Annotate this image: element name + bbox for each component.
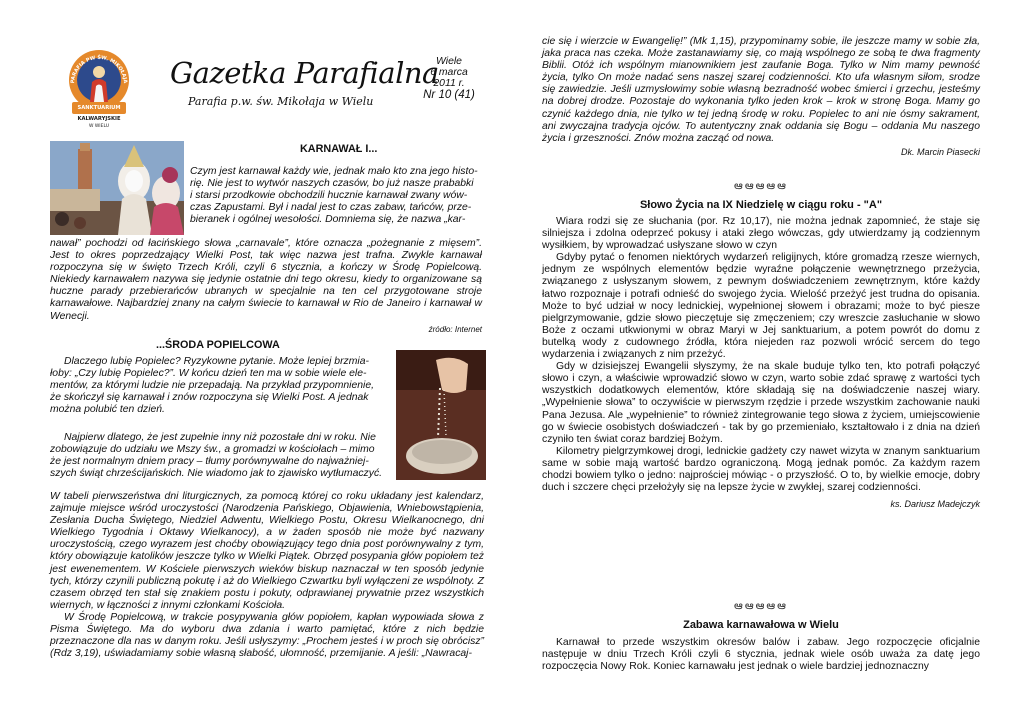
slowo-author: ks. Dariusz Madejczyk <box>890 499 980 510</box>
slowo-para2: Gdyby pytać o fenomen niektórych wydarzeń religijnych, które gromadzą rzesze wiernych, jednym ze wspólnych elementów będzie wyraźne połączenie wewnętrznego przeżycia, związanego z usłyszanym słowem, z pewnym doświadczeniem zewnętrznym, które każdy łatwo rozpoznaje i potrafi odnieść do swojego życia. Wielość przeżyć jest trudna do opisania. Może to być udział w nocy lednickiej, wypełnionej słowem i obrazami; może to być piesze pielgrzymowanie, gdzie słowo pieczętuje się zmęczeniem; czy wreszcie zasłuchanie w słowo Boże z oczami utkwionymi w obraz Maryi w Jej sanktuarium, a potem powrót do domu z butelką wody z cudownego źródła, która niejeden raz pozwoli wrócić sercem do tego wydarzenia i związanych z nim przeżyć. <box>542 252 980 361</box>
svg-text:PARAFIA PW ŚW. MIKOŁAJA: PARAFIA PW ŚW. MIKOŁAJA <box>69 54 129 84</box>
slowo-heading: Słowo Życia na IX Niedzielę w ciągu roku - "A" <box>639 199 883 211</box>
sroda-p2-line-3: że jest normalnym dniem pracy – tłumy porównywalne do najważniej- <box>50 456 369 468</box>
slowo-para4: Kilometry pielgrzymkowej drogi, lednickie gadżety czy nawet wizyta w znanym sanktuarium same w sobie mają wartość bardzo ograniczoną. Mogą jednak pomóc. Za każdym razem chodzi bowiem tylko o jedno: najprościej mówiąc - o przyszłość. O to, by wielkie emocje, dobry duch i szczere chęci przełożyły się na lepsze życie w zwykłej, szarej codzienności. <box>542 445 980 494</box>
issue-number: Nr 10 (41) <box>423 89 475 101</box>
svg-text:W WIELU: W WIELU <box>88 124 110 128</box>
ornament-divider-2: ఆఆఆఆఆ <box>734 600 788 612</box>
issue-info <box>420 56 478 101</box>
svg-text:KALWARYJSKIE: KALWARYJSKIE <box>77 116 121 122</box>
sroda-para2 <box>50 432 390 480</box>
sroda-heading: ...ŚRODA POPIELCOWA <box>156 339 280 351</box>
newspaper-subtitle: Parafia p.w. św. Mikołaja w Wielu <box>188 95 374 108</box>
popielec-author: Dk. Marcin Piasecki <box>900 146 980 157</box>
karnawal-line-3: i starsi przodkowie obchodzili hucznie karnawał zwany wów- <box>190 190 468 202</box>
sroda-p1-line-2: łoby: „Czy lubię Popielec?”. W końcu dzień ten ma w sobie wiele ele- <box>50 368 367 380</box>
sroda-p2-line-2: zobowiązuje do udziału we Mszy św., a gromadzi w kościołach – mimo <box>50 444 375 456</box>
zabawa-heading: Zabawa karnawałowa w Wielu <box>683 619 839 631</box>
newspaper-title: Gazetka Parafialna <box>170 56 439 90</box>
svg-text:SANKTUARIUM: SANKTUARIUM <box>77 105 121 111</box>
sroda-para3-4 <box>50 491 484 660</box>
sanctuary-logo <box>66 44 132 128</box>
slowo-section <box>542 180 980 510</box>
sroda-p1-line-3: mentów, za którymi ludzie nie przepadają. Na przykład przypomnienie, <box>50 380 374 392</box>
sroda-p2-line-4: szych świąt chrześcijańskich. Nie wiadomo jak to zjawisko wytłumaczyć. <box>50 468 383 480</box>
issue-place: Wiele <box>436 56 462 67</box>
sroda-p1-line-5: można polubić ten dzień. <box>50 404 165 416</box>
issue-year: 2011 r. <box>433 78 465 89</box>
karnawal-line-5: bieranek i ogólnej wesołości. Domniema się, że nazwa „kar- <box>190 214 466 226</box>
sroda-p1-line-1: Dlaczego lubię Popielec? Ryzykowne pytanie. Może lepiej brzmia- <box>64 356 369 367</box>
carnival-photo <box>50 141 184 235</box>
karnawal-source: źródło: Internet <box>428 325 482 334</box>
issue-date: 6 marca <box>430 67 468 78</box>
zabawa-section <box>542 600 980 673</box>
karnawal-line-2: rię. Nie jest to wytwór naszych czasów, bo już nasze prababki <box>190 178 474 190</box>
karnawal-line-1: Czym jest karnawał każdy wie, jednak mało kto zna jego histo- <box>190 166 478 177</box>
popielec-continuation-text: cie się i wierzcie w Ewangelię!” (Mk 1,15), przypominamy sobie, ile jeszcze mamy w sobie zła, jaka praca nas czeka. Może zastanawiamy się, co mają wspólnego ze sobą te dwa fragmenty Biblii. Otóż ich wspólnym mianownikiem jest zaufanie Boga. Tylko w Nim mamy pewność życia, tylko On może nadać sens naszej szarej codzienności. Kto ufa własnym siłom, srodze się zawiedzie. Jeśli uzmysłowimy sobie własną bezradność wobec śmierci i grzechu, jesteśmy na dobrej drodze. Pozostaje do wykonania tylko jeden krok – krok w stronę Boga. Mamy go czynić każdego dnia, nie tylko w tej jedną środę w roku. Popielec to ani nie ósmy sakrament, ani zwyczajna tradycja ojców. To autentyczny znak oddania się Bogu – oddania Mu naszego życia i grzeszności. Znów można zacząć od nowa. <box>542 36 980 144</box>
karnawal-text-full <box>50 238 482 323</box>
sroda-para4: W Środę Popielcową, w trakcie posypywania głów popiołem, kapłan wypowiada słowa z Pisma Świętego. Ma do wyboru dwa zdania i warto pamiętać, które z nich będzie przeznaczone dla nas w danym roku. Jeśli usłyszymy: „Prochem jesteś i w proch się obrócisz” (Rdz 3,19), uświadamiamy sobie własną słabość, ułomność, przemijanie. A jeśli: „Nawracaj- <box>50 611 484 660</box>
karnawal-line-4: czas Zapustami. Był i nadal jest to czas zabaw, tańców, prze- <box>190 202 472 214</box>
karnawal-heading: KARNAWAŁ I... <box>300 143 378 155</box>
popielec-continuation <box>542 36 980 158</box>
karnawal-text-beside-photo <box>190 166 482 226</box>
slowo-para3: Gdy w dzisiejszej Ewangelii słyszymy, że na skale buduje tylko ten, kto potrafi połączyć słowo i czyn, a właściwie wprowadzić słowo w czyn, warto sobie zdać sprawę z wartości tych wszystkich dodatkowych elementów, które składają się na doświadczenie naszej wiary. „Wypełnienie słowa” to oczywiście w pierwszym rzędzie i przede wszystkim zachowanie nauki Pana Jezusa. Ale „wypełnienie” to również zintegrowanie tego słowa z życiem, umiejscowienie go w świecie osobistych doświadczeń - tak by go przemieniało, kształtowało i z dnia na dzień czyniło ten świat coraz bardziej Bożym. <box>542 361 980 445</box>
karnawal-text-below: nawał” pochodzi od łacińskiego słowa „carnavale”, które oznacza „pożegnanie z mięsem”. Jest to okres poprzedzający Wielki Post, tak więc nazwa jest trafna. Zwykle karnawał rozpoczyna się w święto Trzech Króli, czyli 6 stycznia, a kończy w Środę Popielcową. Niekiedy karnawałem nazywa się jedynie ostatnie dni tego okresu, kiedy to organizowane są huczne parady przebierańców ubranych w specjalnie na ten cel przygotowane stroje karnawałowe. Najbardziej znany na całym świecie to karnawał w Rio de Janeiro i karnawał w Wenecji. <box>50 238 482 322</box>
sroda-para3: W tabeli pierwszeństwa dni liturgicznych, za pomocą której co roku układany jest kalendarz, zajmuje miejsce wśród uroczystości (Narodzenia Pańskiego, Objawienia, Wniebowstąpienia, Zesłania Ducha Świętego, Niedziel Adwentu, Wielkiego Postu, Okresu Wielkanocnego, dni Wielkiego Tygodnia i Oktawy Wielkanocy), a w żaden sposób nie może być nazwany uroczystością, czego wyrazem jest choćby obowiązujący tego dnia post porównywalny z tym, który obowiązuje katolików jeszcze tylko w Wielki Piątek. Obrzęd posypania głów popiołem też jest ewenementem. W Kościele pierwszych wieków biskup naznaczał w ten sposób jedynie tych, którzy czynili publiczną pokutę i aż do Wielkiego Czwartku byli wyłączeni ze wspólnoty. Z czasem obrzęd ten stał się znakiem postu i pokuty, odprawianej prywatnie przez wszystkich wiernych, w łączności z innymi członkami Kościoła. <box>50 491 484 611</box>
ash-wednesday-photo <box>396 350 486 480</box>
right-page <box>512 0 1024 724</box>
sroda-p1-line-4: że skończył się karnawał i znów rozpoczyna się Wielki Post. A jednak <box>50 392 369 404</box>
ornament-divider: ఆఆఆఆఆ <box>734 180 788 192</box>
sroda-para1 <box>50 356 390 416</box>
zabawa-para1: Karnawał to przede wszystkim okresów balów i zabaw. Jego rozpoczęcie oficjalnie następuje w dniu Trzech Króli czyli 6 stycznia, jednak wiele osób uważa za datę jego rozpoczęcia Nowy Rok. Koniec karnawału jest jednak o wiele bardziej jednoznaczny <box>542 637 980 673</box>
slowo-para1: Wiara rodzi się ze słuchania (por. Rz 10,17), nie można jednak zapomnieć, że staje się silniejsza i zdolna odeprzeć pokusy i ataki złego wówczas, gdy utwierdzamy ją codziennym wysiłkiem, by wprowadzać usłyszane słowo w czyn <box>542 216 980 252</box>
sroda-p2-line-1: Najpierw dlatego, że jest zupełnie inny niż pozostałe dni w roku. Nie <box>64 432 376 443</box>
